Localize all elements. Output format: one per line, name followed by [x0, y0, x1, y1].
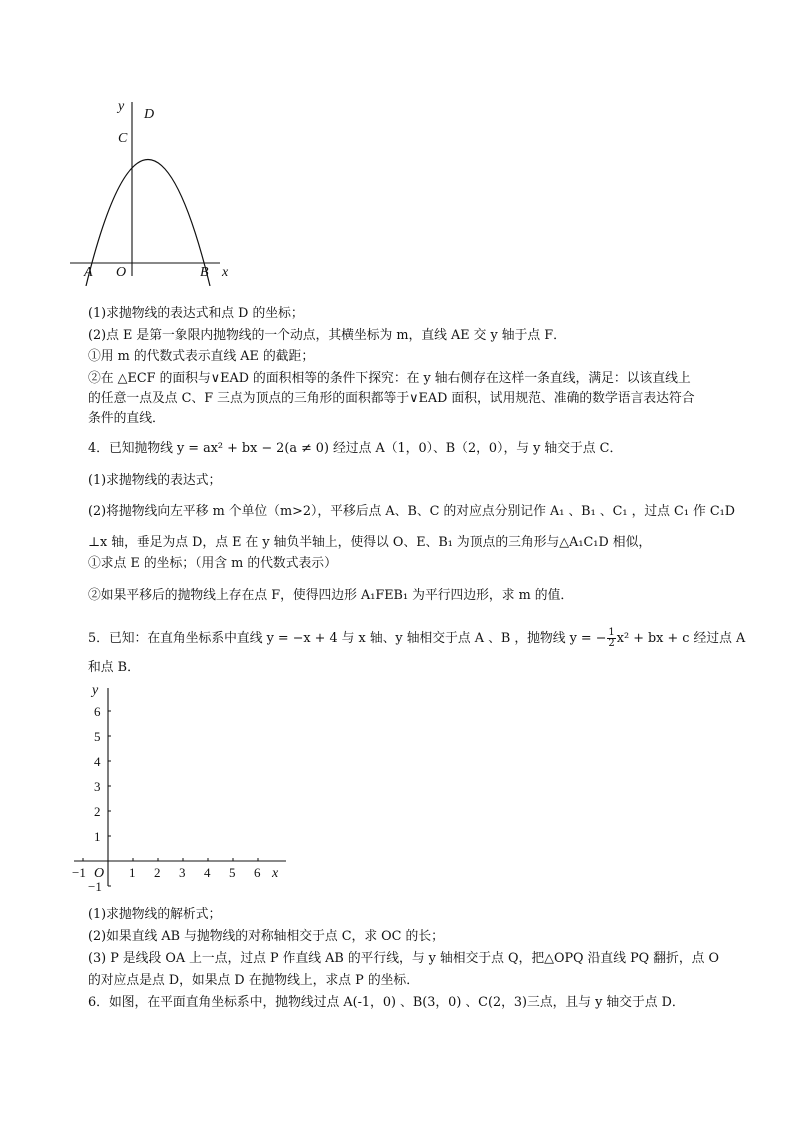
x-tick-label: 5	[229, 865, 236, 880]
label-o: O	[116, 265, 127, 280]
label-y: y	[118, 99, 125, 114]
origin-label: O	[94, 866, 105, 881]
q5-part3b: 的对应点是点 D，如果点 D 在抛物线上，求点 P 的坐标．	[88, 973, 420, 988]
q3-part1: (1)求抛物线的表达式和点 D 的坐标；	[88, 306, 304, 321]
q5-stem-c: 和点 B．	[88, 660, 140, 675]
q5-fraction	[607, 628, 615, 649]
q4-stem: 4．已知抛物线 y = ax² + bx − 2(a ≠ 0) 经过点 A（1，0）、B（2，0），与 y 轴交于点 C．	[88, 441, 623, 456]
q4-part2a: (2)将抛物线向左平移 m 个单位（m>2），平移后点 A、B、C 的对应点分别记作 A₁ 、B₁ 、C₁ ，过点 C₁ 作 C₁D	[88, 504, 736, 519]
label-d: D	[144, 107, 155, 122]
q5-stem-a: 5．已知：在直角坐标系中直线 y = −x + 4 与 x 轴、y 轴相交于点 A 、B ，抛物线 y = −	[88, 631, 607, 646]
y-tick-label: 6	[94, 704, 101, 719]
y-tick-label: 3	[94, 779, 101, 794]
q4-part2-2: ②如果平移后的抛物线上存在点 F，使得四边形 A₁FEB₁ 为平行四边形，求 m 的值．	[88, 588, 574, 603]
q5-part1: (1)求抛物线的解析式；	[88, 907, 222, 922]
x-tick-label: 3	[179, 865, 186, 880]
q5-stem	[88, 628, 745, 649]
axis-label-x: x	[272, 866, 279, 881]
parabola-figure	[68, 96, 238, 286]
x-tick-label: −1	[72, 865, 86, 880]
label-a: A	[84, 265, 93, 280]
x-tick-label: 2	[154, 865, 161, 880]
q6-stem: 6．如图，在平面直角坐标系中，抛物线过点 A(-1，0) 、B(3，0) 、C(2，3)三点，且与 y 轴交于点 D．	[88, 995, 685, 1010]
q4-part2-1: ①求点 E 的坐标；（用含 m 的代数式表示）	[88, 556, 337, 571]
label-c: C	[118, 131, 128, 146]
coordinate-plane	[64, 678, 294, 900]
q3-part2-1: ①用 m 的代数式表示直线 AE 的截距；	[88, 349, 315, 364]
parabola-curve	[86, 160, 210, 287]
x-tick-label: 1	[129, 865, 136, 880]
y-tick-label: −1	[88, 879, 102, 894]
x-tick-label: 4	[204, 865, 211, 880]
q3-part2-2b: 的任意一点及点 C、F 三点为顶点的三角形的面积都等于∨EAD 面积，试用规范、准确的数学语言表达符合	[88, 391, 695, 406]
q5-part3a: (3) P 是线段 OA 上一点，过点 P 作直线 AB 的平行线，与 y 轴相交于点 Q，把△OPQ 沿直线 PQ 翻折，点 O	[88, 951, 719, 966]
x-tick-label: 6	[254, 865, 261, 880]
q5-fraction-num: 1	[608, 627, 615, 638]
q4-part1: (1)求抛物线的表达式；	[88, 473, 222, 488]
q3-part2: (2)点 E 是第一象限内抛物线的一个动点，其横坐标为 m，直线 AE 交 y 轴于点 F．	[88, 328, 566, 343]
q4-part2b: ⊥x 轴，垂足为点 D，点 E 在 y 轴负半轴上，使得以 O、E、B₁ 为顶点的三角形与△A₁C₁D 相似，	[88, 535, 652, 550]
y-tick-label: 2	[94, 804, 101, 819]
label-b: B	[200, 265, 209, 280]
y-tick-label: 5	[94, 729, 101, 744]
y-tick-label: 4	[94, 754, 101, 769]
q3-part2-2a: ②在 △ECF 的面积与∨EAD 的面积相等的条件下探究：在 y 轴右侧存在这样一条直线，满足：以该直线上	[88, 371, 691, 386]
axis-label-y: y	[92, 683, 99, 698]
q3-part2-2c: 条件的直线．	[88, 411, 165, 426]
q5-part2: (2)如果直线 AB 与抛物线的对称轴相交于点 C，求 OC 的长；	[88, 929, 444, 944]
label-x: x	[222, 265, 229, 280]
q5-fraction-den: 2	[608, 638, 615, 649]
q5-stem-b: x² + bx + c 经过点 A	[616, 631, 746, 646]
y-tick-label: 1	[94, 829, 101, 844]
